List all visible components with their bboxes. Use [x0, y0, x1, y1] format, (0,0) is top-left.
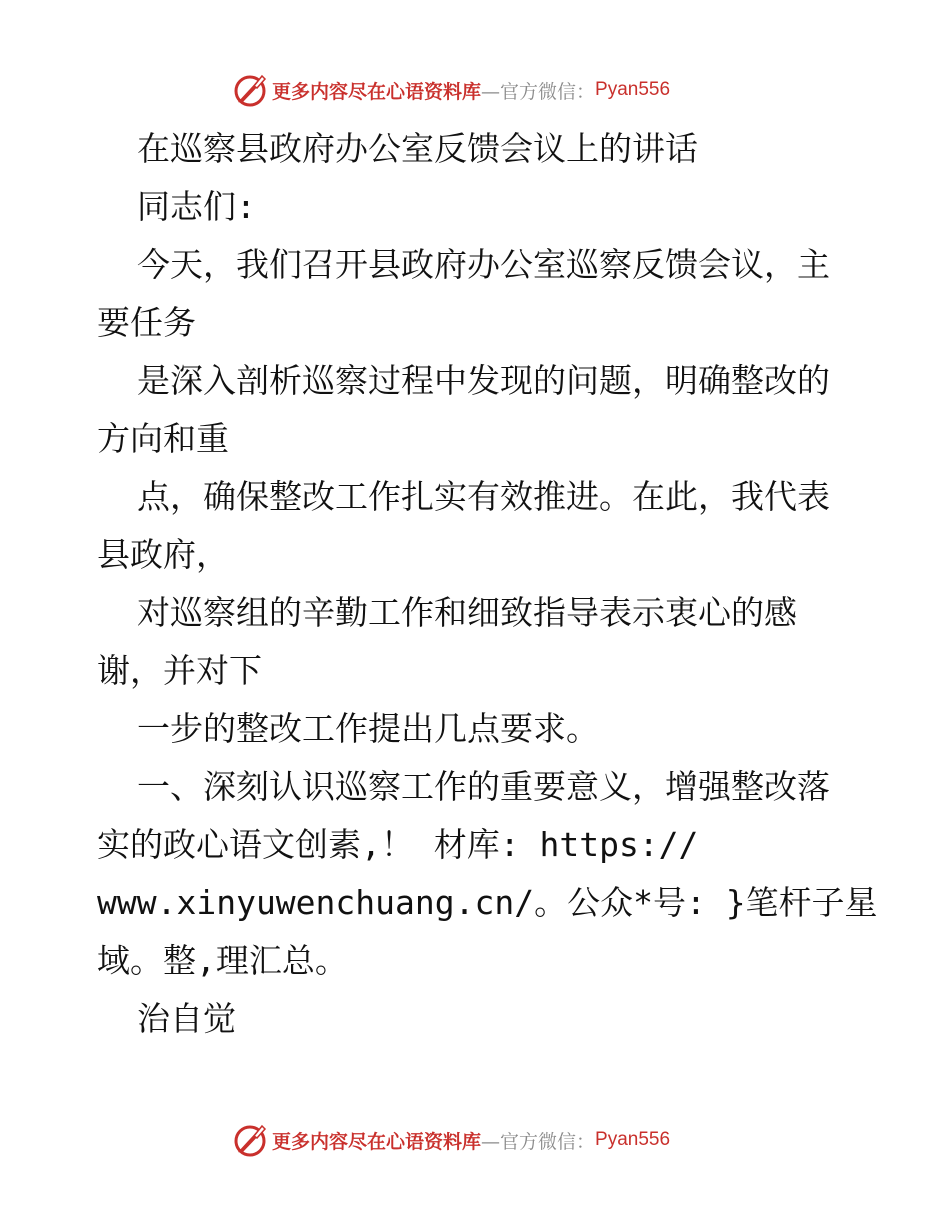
quill-logo-icon [232, 72, 268, 108]
banner-sub-text: —官方微信： [481, 1130, 596, 1153]
paragraph-line: 治自觉 [137, 999, 236, 1038]
paragraph-line: 方向和重 [97, 419, 229, 458]
footer-banner [232, 1120, 752, 1160]
banner-main-text: 更多内容尽在心语资料库 [272, 80, 482, 103]
paragraph-line: www.xinyuwenchuang.cn/。公众*号: }笔杆子星 [97, 883, 878, 922]
paragraph-line: 县政府， [97, 535, 229, 574]
paragraph-line: 实的政心语文创素,！ 材库: https:// [97, 825, 699, 864]
paragraph-line: 域。整,理汇总。 [97, 941, 348, 980]
banner-sub-text: —官方微信： [481, 80, 596, 103]
paragraph-line: 对巡察组的辛勤工作和细致指导表示衷心的感 [137, 593, 797, 632]
banner-main-text: 更多内容尽在心语资料库 [272, 1130, 482, 1153]
document-body [97, 120, 878, 1048]
banner-wechat-id: Pyan556 [595, 79, 671, 100]
paragraph-line: 点，确保整改工作扎实有效推进。在此，我代表 [137, 477, 830, 516]
paragraph-line: 谢，并对下 [97, 651, 262, 690]
quill-logo-icon [232, 1122, 268, 1158]
paragraph-line: 是深入剖析巡察过程中发现的问题，明确整改的 [137, 361, 830, 400]
document-title: 在巡察县政府办公室反馈会议上的讲话 [137, 129, 698, 168]
section-heading-line: 一、深刻认识巡察工作的重要意义，增强整改落 [137, 767, 830, 806]
banner-wechat-id: Pyan556 [595, 1129, 671, 1150]
paragraph-line: 今天，我们召开县政府办公室巡察反馈会议，主 [137, 245, 830, 284]
paragraph-line: 要任务 [97, 303, 196, 342]
header-banner [232, 70, 752, 110]
salutation: 同志们: [137, 187, 256, 226]
paragraph-line: 一步的整改工作提出几点要求。 [137, 709, 599, 748]
